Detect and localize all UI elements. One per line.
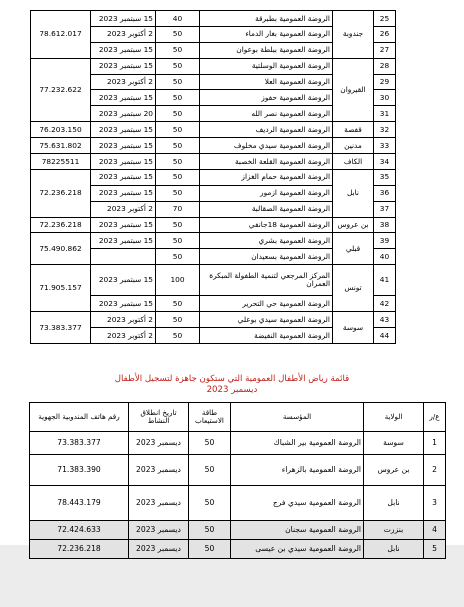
row-number: 33 — [374, 138, 396, 154]
cell-name: الروضة العمومية سجنان — [231, 521, 364, 540]
cell-num: 3 — [424, 486, 446, 521]
cell-gov: سوسة — [364, 432, 424, 455]
regional-phone: 78225511 — [31, 154, 91, 170]
capacity: 50 — [156, 185, 200, 201]
section-title-date: ديسمبر 2023 — [206, 385, 258, 395]
capacity: 50 — [156, 217, 200, 233]
capacity: 50 — [156, 249, 200, 265]
cell-cap: 50 — [189, 432, 231, 455]
regional-phone: 71.905.157 — [31, 265, 91, 312]
header-fee: رقم هاتف المندوبية الجهوية — [30, 403, 129, 432]
row-number: 26 — [374, 26, 396, 42]
institution-name: الروضة العمومية بسعيدان — [200, 249, 333, 265]
governorate: قبلي — [333, 233, 374, 265]
governorate: مدنين — [333, 138, 374, 154]
header-gov: الولاية — [364, 403, 424, 432]
institution-name: الروضة العمومية حمام الغزاز — [200, 169, 333, 185]
capacity: 100 — [156, 265, 200, 296]
institution-name: الروضة العمومية بغار الدماء — [200, 26, 333, 42]
row-number: 36 — [374, 185, 396, 201]
start-date: 2 أكتوبر 2023 — [91, 201, 156, 217]
governorate: تونس — [333, 265, 374, 312]
cell-num: 4 — [424, 521, 446, 540]
row-number: 43 — [374, 312, 396, 328]
cell-cap: 50 — [189, 486, 231, 521]
institution-name: الروضة العمومية سيدي بوعلي — [200, 312, 333, 328]
cell-num: 2 — [424, 455, 446, 486]
start-date: 15 سبتمبر 2023 — [91, 11, 156, 27]
header-date: تاريخ انطلاق النشاط — [129, 403, 189, 432]
row-number: 41 — [374, 265, 396, 296]
header-name: المؤسسة — [231, 403, 364, 432]
row-number: 31 — [374, 106, 396, 122]
row-number: 29 — [374, 74, 396, 90]
table-row — [31, 11, 396, 27]
table-row — [30, 455, 446, 486]
start-date: 15 سبتمبر 2023 — [91, 122, 156, 138]
capacity: 50 — [156, 122, 200, 138]
institution-name: الروضة العمومية 18جانفي — [200, 217, 333, 233]
cell-fee: 71.383.390 — [30, 455, 129, 486]
table-row — [30, 432, 446, 455]
start-date: 2 أكتوبر 2023 — [91, 312, 156, 328]
table-row — [31, 265, 396, 296]
table-header-row — [30, 403, 446, 432]
institution-name: الروضة العمومية ازمور — [200, 185, 333, 201]
cell-cap: 50 — [189, 521, 231, 540]
row-number: 25 — [374, 11, 396, 27]
table-row — [31, 58, 396, 74]
institution-name: الروضة العمومية نصر الله — [200, 106, 333, 122]
start-date: 15 سبتمبر 2023 — [91, 233, 156, 249]
capacity: 50 — [156, 26, 200, 42]
table-row — [31, 312, 396, 328]
table-row — [30, 486, 446, 521]
institution-name: الروضة العمومية حفوز — [200, 90, 333, 106]
section-title: قائمة رياض الأطفال العمومية التي ستكون جاهزة لتسجيل الأطفال — [114, 374, 350, 384]
governorate: قفصة — [333, 122, 374, 138]
start-date: 15 سبتمبر 2023 — [91, 42, 156, 58]
institution-name: الروضة العمومية بشري — [200, 233, 333, 249]
regional-phone: 75.490.862 — [31, 233, 91, 265]
capacity: 50 — [156, 169, 200, 185]
capacity: 50 — [156, 58, 200, 74]
start-date: 15 سبتمبر 2023 — [91, 296, 156, 312]
governorate: جندوبة — [333, 11, 374, 59]
header-num: ع/ر — [424, 403, 446, 432]
row-number: 34 — [374, 154, 396, 170]
cell-gov: بن عروس — [364, 455, 424, 486]
regional-phone: 75.631.802 — [31, 138, 91, 154]
regional-phone: 72.236.218 — [31, 169, 91, 217]
capacity: 40 — [156, 11, 200, 27]
table-row — [31, 122, 396, 138]
cell-cap: 50 — [189, 540, 231, 559]
start-date: 15 سبتمبر 2023 — [91, 217, 156, 233]
start-date: 15 سبتمبر 2023 — [91, 154, 156, 170]
row-number: 38 — [374, 217, 396, 233]
institution-name: الروضة العمومية القلعة الخصبة — [200, 154, 333, 170]
regional-phone: 72.236.218 — [31, 217, 91, 233]
capacity: 50 — [156, 154, 200, 170]
capacity: 50 — [156, 138, 200, 154]
institution-name: الروضة العمومية ببلطة بوعوان — [200, 42, 333, 58]
row-number: 44 — [374, 328, 396, 344]
cell-date: ديسمبر 2023 — [129, 432, 189, 455]
table-row — [30, 521, 446, 540]
cell-num: 5 — [424, 540, 446, 559]
cell-name: الروضة العمومية سيدي بن عيسى — [231, 540, 364, 559]
governorate: سوسة — [333, 312, 374, 344]
table-row — [31, 154, 396, 170]
cell-fee: 72.236.218 — [30, 540, 129, 559]
cell-date: ديسمبر 2023 — [129, 486, 189, 521]
table-row — [31, 138, 396, 154]
start-date: 15 سبتمبر 2023 — [91, 265, 156, 296]
regional-phone: 73.383.377 — [31, 312, 91, 344]
capacity: 50 — [156, 328, 200, 344]
row-number: 27 — [374, 42, 396, 58]
row-number: 28 — [374, 58, 396, 74]
kindergarten-table-december — [29, 402, 446, 559]
table-row — [31, 169, 396, 185]
cell-fee: 78.443.179 — [30, 486, 129, 521]
start-date: 15 سبتمبر 2023 — [91, 138, 156, 154]
institution-name: الروضة العمومية سيدي مخلوف — [200, 138, 333, 154]
row-number: 30 — [374, 90, 396, 106]
cell-fee: 72.424.633 — [30, 521, 129, 540]
regional-phone: 77.232.622 — [31, 58, 91, 122]
start-date: 15 سبتمبر 2023 — [91, 90, 156, 106]
cell-date: ديسمبر 2023 — [129, 455, 189, 486]
institution-name: المركز المرجعي لتنمية الطفولة المبكرة العمران — [200, 265, 333, 296]
cell-gov: نابل — [364, 540, 424, 559]
table-row — [30, 540, 446, 559]
institution-name: الروضة العمومية العلا — [200, 74, 333, 90]
header-cap: طاقة الاستيعاب — [189, 403, 231, 432]
cell-fee: 73.383.377 — [30, 432, 129, 455]
institution-name: الروضة العمومية الوسلتية — [200, 58, 333, 74]
row-number: 32 — [374, 122, 396, 138]
capacity: 50 — [156, 106, 200, 122]
start-date: 15 سبتمبر 2023 — [91, 58, 156, 74]
cell-date: ديسمبر 2023 — [129, 521, 189, 540]
capacity: 70 — [156, 201, 200, 217]
institution-name: الروضة العمومية الصقالبة — [200, 201, 333, 217]
row-number: 39 — [374, 233, 396, 249]
table-row — [31, 217, 396, 233]
start-date: 15 سبتمبر 2023 — [91, 185, 156, 201]
institution-name: الروضة العمومية النفيضة — [200, 328, 333, 344]
capacity: 50 — [156, 42, 200, 58]
start-date: 15 سبتمبر 2023 — [91, 169, 156, 185]
start-date: 2 أكتوبر 2023 — [91, 74, 156, 90]
capacity: 50 — [156, 296, 200, 312]
governorate: القيروان — [333, 58, 374, 122]
capacity: 50 — [156, 90, 200, 106]
cell-gov: بنزرت — [364, 521, 424, 540]
cell-name: الروضة العمومية بالزهراء — [231, 455, 364, 486]
governorate: بن عروس — [333, 217, 374, 233]
row-number: 35 — [374, 169, 396, 185]
cell-name: الروضة العمومية سيدي فرج — [231, 486, 364, 521]
capacity: 50 — [156, 74, 200, 90]
row-number: 40 — [374, 249, 396, 265]
start-date: 2 أكتوبر 2023 — [91, 26, 156, 42]
capacity: 50 — [156, 233, 200, 249]
institution-name: الروضة العمومية الرديف — [200, 122, 333, 138]
capacity: 50 — [156, 312, 200, 328]
cell-date: ديسمبر 2023 — [129, 540, 189, 559]
regional-phone: 78.612.017 — [31, 11, 91, 59]
cell-cap: 50 — [189, 455, 231, 486]
governorate: نابل — [333, 169, 374, 217]
cell-num: 1 — [424, 432, 446, 455]
kindergarten-table-september — [30, 10, 396, 344]
start-date: 2 أكتوبر 2023 — [91, 328, 156, 344]
start-date: 20 سبتمبر 2023 — [91, 106, 156, 122]
row-number: 42 — [374, 296, 396, 312]
row-number: 37 — [374, 201, 396, 217]
table-row — [31, 233, 396, 249]
institution-name: الروضة العمومية بطبرقة — [200, 11, 333, 27]
start-date — [91, 249, 156, 265]
institution-name: الروضة العمومية حي التحرير — [200, 296, 333, 312]
cell-name: الروضة العمومية بير الشباك — [231, 432, 364, 455]
governorate: الكاف — [333, 154, 374, 170]
regional-phone: 76.203.150 — [31, 122, 91, 138]
cell-gov: نابل — [364, 486, 424, 521]
